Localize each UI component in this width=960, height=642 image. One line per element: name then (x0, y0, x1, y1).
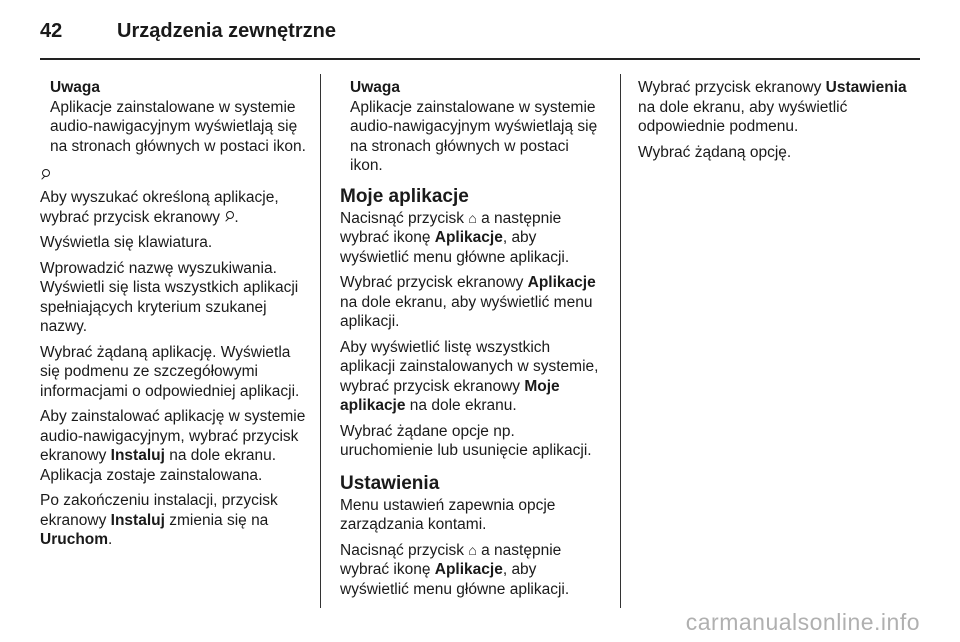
note-title: Uwaga (350, 79, 400, 96)
paragraph: Wybrać żądane opcje np. uruchomienie lub usunięcie aplikacji. (340, 422, 592, 459)
column-middle (340, 78, 604, 605)
section-heading-my-apps: Moje aplikacje (340, 185, 469, 207)
section-heading-settings: Ustawienia (340, 472, 440, 494)
column-right (638, 78, 918, 168)
paragraph: Aby zainstalować aplikację w systemie audio-nawigacyjnym, wybrać przycisk ekranowy Instaluj na dole ekranu. Aplikacja zostaje zainstalowana. (40, 408, 306, 484)
paragraph: Nacisnąć przycisk ⌂ a następnie wybrać ikonę Aplikacje, aby wyświetlić menu główne aplikacji. (340, 541, 570, 598)
paragraph: Menu ustawień zapewnia opcje zarządzania kontami. (340, 496, 556, 533)
home-icon: ⌂ (468, 541, 477, 558)
column-left (40, 78, 312, 556)
note-text: Aplikacje zainstalowane w systemie audio-nawigacyjnym wyświetlają się na stronach głównych w postaci ikon. (350, 98, 598, 174)
watermark: carmanualsonline.info (685, 609, 920, 635)
search-symbol-line (40, 166, 312, 184)
paragraph: Po zakończeniu instalacji, przycisk ekranowy Instaluj zmienia się na Uruchom. (40, 492, 278, 548)
note-text: Aplikacje zainstalowane w systemie audio-nawigacyjnym wyświetlają się na stronach głównych w postaci ikon. (50, 98, 306, 155)
page-number: 42 (40, 20, 63, 42)
home-icon: ⌂ (468, 209, 477, 226)
search-icon (224, 211, 234, 223)
button-name-instaluj: Instaluj (110, 511, 165, 529)
paragraph: Wprowadzić nazwę wyszukiwania. Wyświetli się lista wszystkich aplikacji spełniających kryterium szukanej nazwy. (40, 259, 299, 335)
page-title: Urządzenia zewnętrzne (117, 20, 336, 42)
note-block (340, 78, 604, 176)
paragraph: Wybrać przycisk ekranowy Ustawienia na dole ekranu, aby wyświetlić odpowiednie podmenu. (638, 79, 907, 135)
column-divider (320, 74, 321, 608)
paragraph: Aby wyszukać określoną aplikacje, wybrać przycisk ekranowy . (40, 189, 279, 226)
button-name-instaluj: Instaluj (110, 447, 165, 464)
paragraph: Wybrać żądaną opcję. (638, 143, 792, 161)
paragraph: Wybrać żądaną aplikację. Wyświetla się podmenu ze szczegółowymi informacjami o odpowiedniej aplikacji. (40, 343, 300, 400)
paragraph: Aby wyświetlić listę wszystkich aplikacji zainstalowanych w systemie, wybrać przycisk ekranowy Moje aplikacje na dole ekranu. (340, 338, 599, 414)
note-block (40, 78, 312, 156)
paragraph: Wybrać przycisk ekranowy Aplikacje na dole ekranu, aby wyświetlić menu aplikacji. (340, 274, 596, 330)
page-header (40, 14, 920, 60)
button-name-uruchom: Uruchom (40, 531, 109, 548)
paragraph: Wyświetla się klawiatura. (40, 234, 213, 251)
note-title: Uwaga (50, 79, 100, 96)
paragraph: Nacisnąć przycisk ⌂ a następnie wybrać ikonę Aplikacje, aby wyświetlić menu główne aplikacji. (340, 209, 570, 266)
column-divider (620, 74, 621, 608)
search-icon (40, 169, 50, 181)
